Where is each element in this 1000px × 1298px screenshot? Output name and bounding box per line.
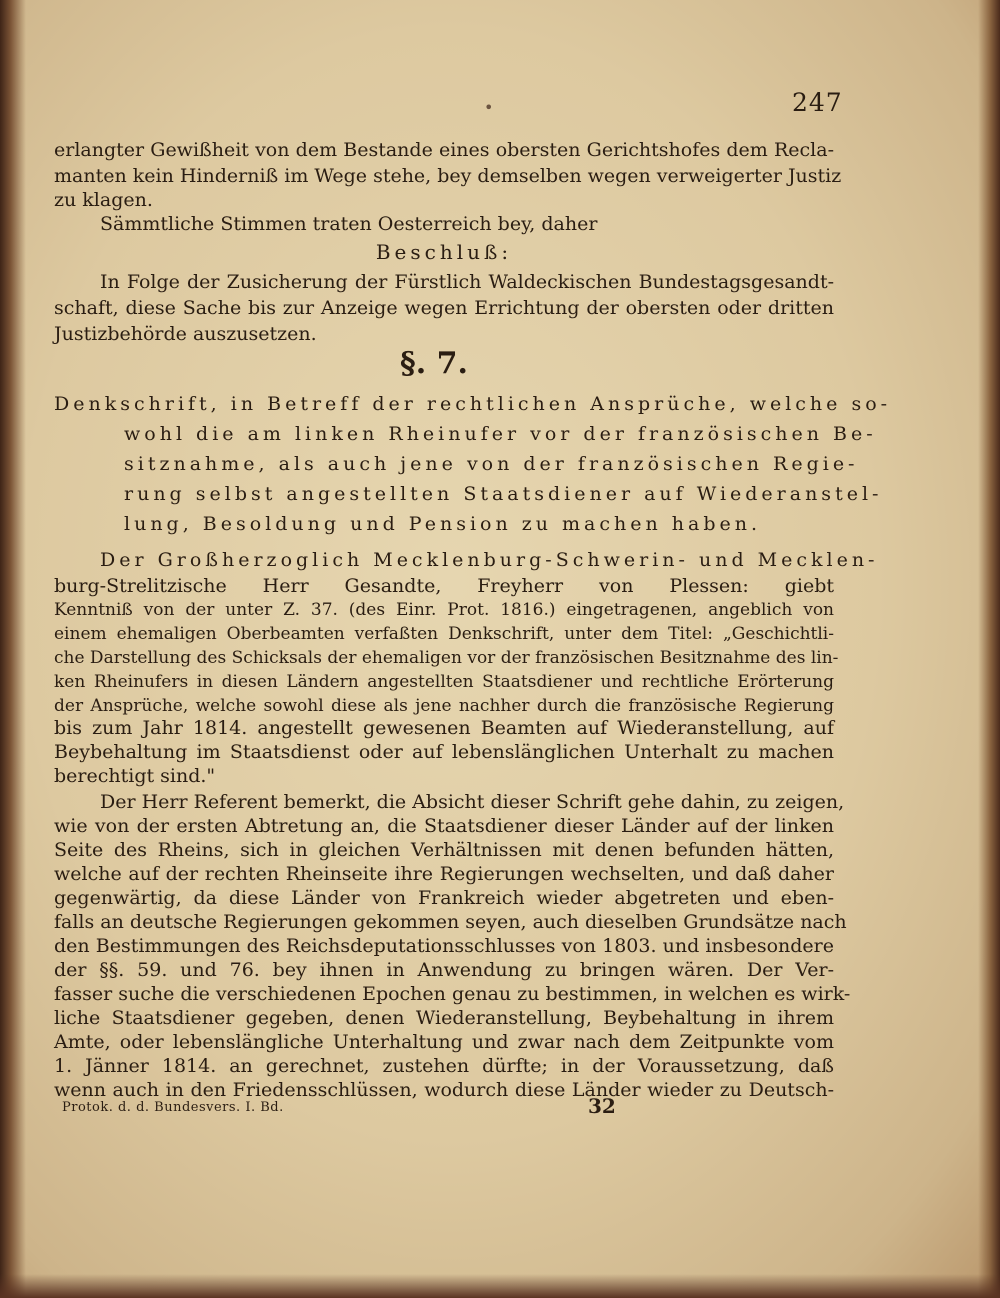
- text-line: falls an deutsche Regierungen gekommen seyen, auch dieselben Grundsätze nach: [54, 911, 847, 933]
- text-line: den Bestimmungen des Reichsdeputationsschlusses von 1803. und insbesondere: [54, 935, 834, 957]
- text-line: gegenwärtig, da diese Länder von Frankreich wieder abgetreten und eben-: [54, 887, 834, 909]
- text-line: der §§. 59. und 76. bey ihnen in Anwendung zu bringen wären. Der Ver-: [54, 959, 834, 981]
- beschluss-heading: Beschluß:: [375, 240, 513, 264]
- text-line: Kenntniß von der unter Z. 37. (des Einr. Prot. 1816.) eingetragenen, angeblich von: [54, 600, 834, 620]
- text-line: Seite des Rheins, sich in gleichen Verhältnissen mit denen befunden hätten,: [54, 839, 834, 861]
- page-number: 247: [792, 88, 843, 117]
- footer-signature: Protok. d. d. Bundesvers. I. Bd.: [62, 1100, 284, 1115]
- page-edge-bottom: [0, 1274, 1000, 1298]
- text-line: Amte, oder lebenslängliche Unterhaltung und zwar nach dem Zeitpunkte vom: [54, 1031, 834, 1053]
- text-line: ken Rheinufers in diesen Ländern angestellten Staatsdiener und rechtliche Erörterung: [54, 672, 834, 692]
- page-edge-right: [978, 0, 1000, 1298]
- section-heading-line: lung, Besoldung und Pension zu machen haben.: [124, 513, 762, 535]
- text-line: wenn auch in den Friedensschlüssen, wodurch diese Länder wieder zu Deutsch-: [54, 1079, 834, 1101]
- text-line: burg-Strelitzische Herr Gesandte, Freyherr von Plessen: giebt: [54, 575, 834, 597]
- text-line: welche auf der rechten Rheinseite ihre Regierungen wechselten, und daß daher: [54, 863, 834, 885]
- votes-line: Sämmtliche Stimmen traten Oesterreich bey, daher: [100, 213, 598, 235]
- text-line: Beybehaltung im Staatsdienst oder auf lebenslänglichen Unterhalt zu machen: [54, 741, 834, 763]
- text-line: In Folge der Zusicherung der Fürstlich Waldeckischen Bundestagsgesandt-: [100, 271, 834, 293]
- text-line: schaft, diese Sache bis zur Anzeige wegen Errichtung der obersten oder dritten: [54, 297, 834, 319]
- text-line: fasser suche die verschiedenen Epochen genau zu bestimmen, in welchen es wirk-: [54, 983, 851, 1005]
- text-line: Justizbehörde auszusetzen.: [54, 323, 317, 345]
- text-line: berechtigt sind.": [54, 765, 216, 787]
- text-line: erlangter Gewißheit von dem Bestande eines obersten Gerichtshofes dem Recla-: [54, 139, 834, 161]
- text-line: Der Großherzoglich Mecklenburg-Schwerin- und Mecklen-: [100, 549, 879, 571]
- text-line: 1. Jänner 1814. an gerechnet, zustehen dürfte; in der Voraussetzung, daß: [54, 1055, 834, 1077]
- text-line: wie von der ersten Abtretung an, die Staatsdiener dieser Länder auf der linken: [54, 815, 834, 837]
- section-number: §. 7.: [400, 346, 468, 381]
- section-heading-line: Denkschrift, in Betreff der rechtlichen Ansprüche, welche so-: [54, 393, 892, 415]
- text-line: liche Staatsdiener gegeben, denen Wiederanstellung, Beybehaltung in ihrem: [54, 1007, 834, 1029]
- text-line: zu klagen.: [54, 189, 153, 211]
- text-line: che Darstellung des Schicksals der ehemaligen vor der französischen Besitznahme des lin-: [54, 648, 839, 668]
- text-line: Der Herr Referent bemerkt, die Absicht dieser Schrift gehe dahin, zu zeigen,: [100, 791, 845, 813]
- section-heading-line: sitznahme, als auch jene von der französischen Regie-: [124, 453, 859, 475]
- footer-sheet-number: 32: [588, 1094, 616, 1118]
- text-line: der Ansprüche, welche sowohl diese als jene nachher durch die französische Regierung: [54, 696, 834, 716]
- page-edge-left: [0, 0, 26, 1298]
- section-heading-line: rung selbst angestellten Staatsdiener auf Wiederanstel-: [124, 483, 883, 505]
- text-line: bis zum Jahr 1814. angestellt gewesenen Beamten auf Wiederanstellung, auf: [54, 717, 834, 739]
- text-line: einem ehemaligen Oberbeamten verfaßten Denkschrift, unter dem Titel: „Geschichtli-: [54, 624, 834, 644]
- section-heading-line: wohl die am linken Rheinufer vor der französischen Be-: [124, 423, 877, 445]
- header-mark: •: [484, 98, 494, 117]
- text-line: manten kein Hinderniß im Wege stehe, bey demselben wegen verweigerter Justiz: [54, 165, 842, 187]
